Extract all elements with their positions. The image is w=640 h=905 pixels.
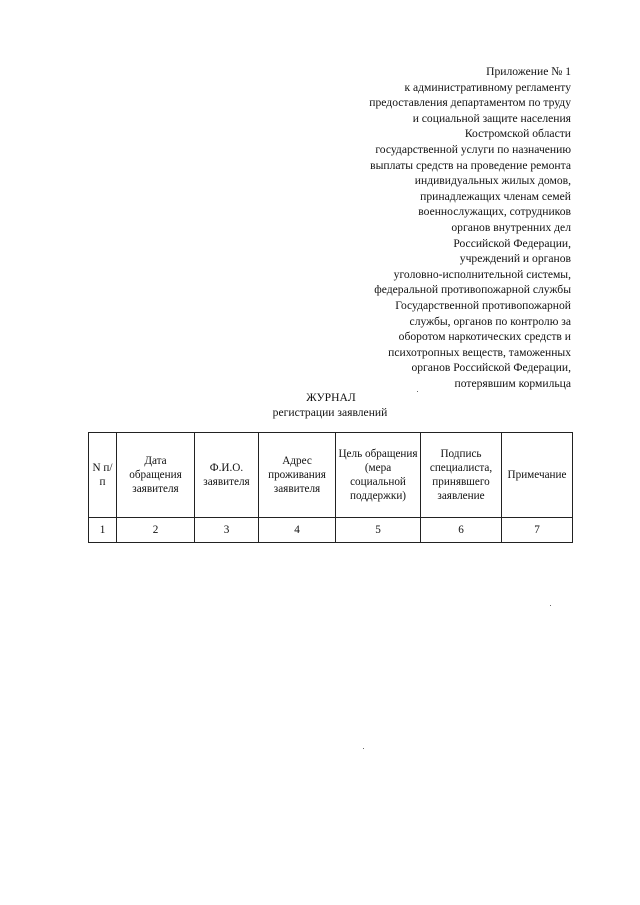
journal-subtitle: регистрации заявлений — [272, 406, 388, 419]
annex-line: федеральной противопожарной службы — [374, 283, 571, 297]
annex-line: учреждений и органов — [459, 252, 571, 266]
header-purpose: Цель обращения (мера социальной поддержки) — [336, 433, 421, 518]
annex-line: оборотом наркотических средств и — [398, 330, 571, 344]
annex-line: военнослужащих, сотрудников — [418, 205, 571, 219]
column-number-cell: 2 — [117, 518, 195, 543]
annex-line: выплаты средств на проведение ремонта — [370, 158, 571, 172]
header-name: Ф.И.О. заявителя — [195, 433, 259, 518]
annex-line: принадлежащих членам семей — [420, 189, 571, 203]
annex-line: органов внутренних дел — [451, 220, 571, 234]
column-number-cell: 7 — [502, 518, 573, 543]
annex-line: Костромской области — [464, 127, 571, 141]
annex-block — [271, 64, 571, 391]
column-number-cell: 5 — [336, 518, 421, 543]
column-number-cell: 6 — [421, 518, 502, 543]
scan-speck — [363, 748, 364, 749]
journal-title: ЖУРНАЛ — [306, 391, 356, 404]
column-number-cell: 4 — [259, 518, 336, 543]
annex-line: Приложение № 1 — [486, 65, 571, 78]
annex-line: и социальной защите населения — [412, 111, 571, 125]
header-signature: Подпись специалиста, принявшего заявление — [421, 433, 502, 518]
scan-speck — [550, 605, 551, 606]
header-date: Дата обращения заявителя — [117, 433, 195, 518]
annex-line: к административному регламенту — [404, 80, 571, 94]
annex-line: Государственной противопожарной — [395, 298, 571, 312]
annex-line: психотропных веществ, таможенных — [388, 345, 571, 359]
table-header-row — [89, 433, 573, 518]
annex-line: индивидуальных жилых домов, — [414, 174, 571, 188]
registration-table — [88, 432, 573, 543]
annex-line: государственной услуги по назначению — [375, 142, 571, 156]
scan-speck — [417, 391, 418, 392]
journal-heading — [0, 390, 640, 420]
annex-line: предоставления департаментом по труду — [369, 96, 571, 110]
column-number-cell: 1 — [89, 518, 117, 543]
annex-line: уголовно-исполнительной системы, — [393, 267, 571, 281]
header-number: N п/п — [89, 433, 117, 518]
annex-line: службы, органов по контролю за — [409, 314, 571, 328]
table-numbering-row — [89, 518, 573, 543]
annex-line: потерявшим кормильца — [454, 376, 571, 390]
header-address: Адрес проживания заявителя — [259, 433, 336, 518]
annex-line: органов Российской Федерации, — [411, 361, 571, 375]
header-note: Примечание — [502, 433, 573, 518]
column-number-cell: 3 — [195, 518, 259, 543]
annex-line: Российской Федерации, — [453, 236, 571, 250]
